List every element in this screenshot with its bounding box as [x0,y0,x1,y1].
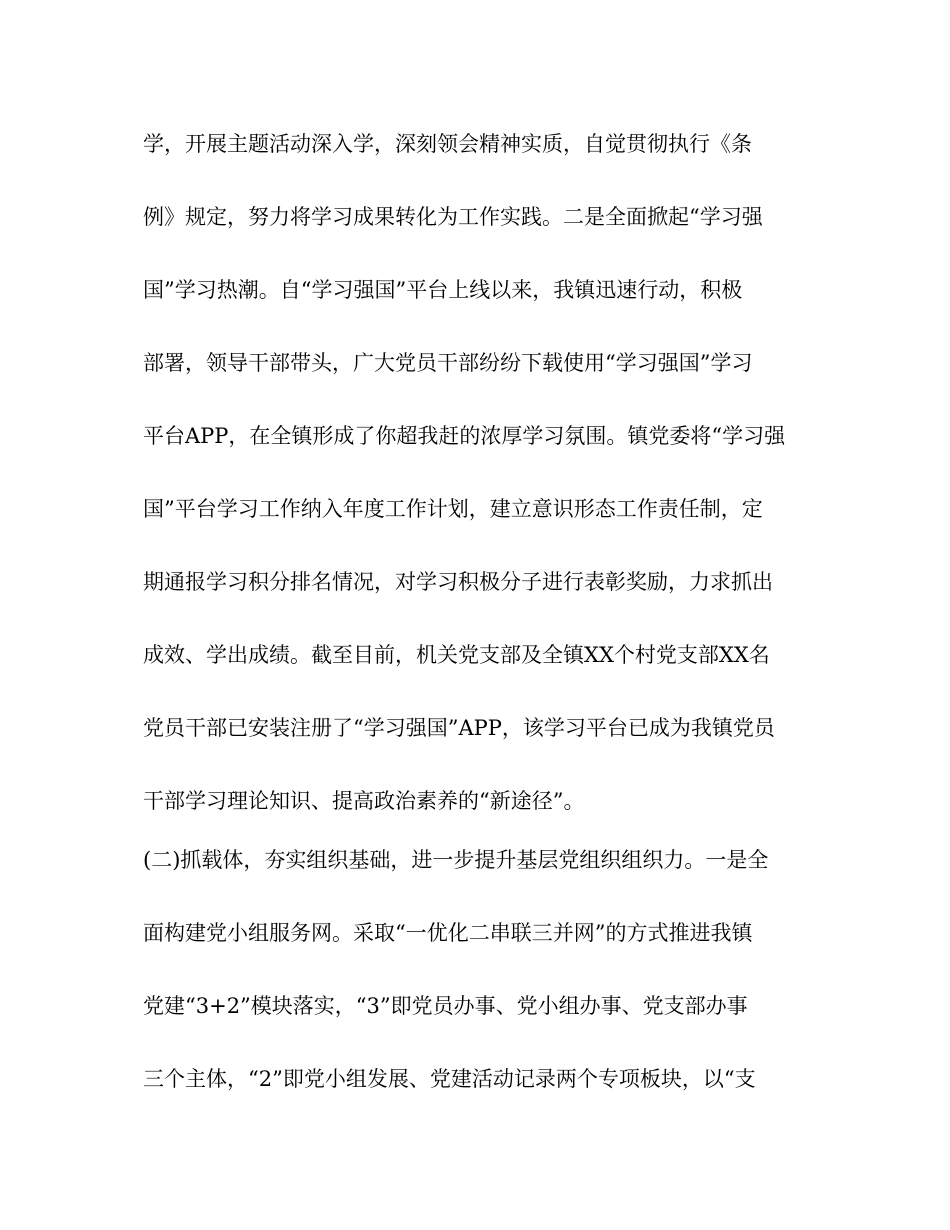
text-line-10: 干部学习理论知识、提高政治素养的“新途径”。 [143,789,585,813]
text-line-14: 三个主体，“2”即党小组发展、党建活动记录两个专项板块，以“支 [143,1067,756,1091]
text-line-12: 面构建党小组服务网。采取“一优化二串联三并网”的方式推进我镇 [143,921,753,945]
text-line-6: 国”平台学习工作纳入年度工作计划，建立意识形态工作责任制，定 [143,497,763,521]
text-line-5: 平台APP，在全镇形成了你超我赶的浓厚学习氛围。镇党委将“学习强 [143,424,786,448]
text-line-13: 党建“3+2”模块落实，“3”即党员办事、党小组办事、党支部办事 [143,994,748,1018]
text-line-7: 期通报学习积分排名情况，对学习积极分子进行表彰奖励，力求抓出 [143,570,773,594]
text-line-1: 学，开展主题活动深入学，深刻领会精神实质，自觉贯彻执行《条 [143,132,752,156]
text-line-4: 部署，领导干部带头，广大党员干部纷纷下载使用“学习强国”学习 [143,351,753,375]
text-line-8: 成效、学出成绩。截至目前，机关党支部及全镇XX个村党支部XX名 [143,643,770,667]
text-line-3: 国”学习热潮。自“学习强国”平台上线以来，我镇迅速行动，积极 [143,278,743,302]
text-line-2: 例》规定，努力将学习成果转化为工作实践。二是全面掀起“学习强 [143,205,763,229]
section-heading-line: (二)抓载体，夯实组织基础，进一步提升基层党组织组织力。一是全 [143,848,769,872]
text-line-9: 党员干部已安装注册了“学习强国”APP，该学习平台已成为我镇党员 [143,716,775,740]
